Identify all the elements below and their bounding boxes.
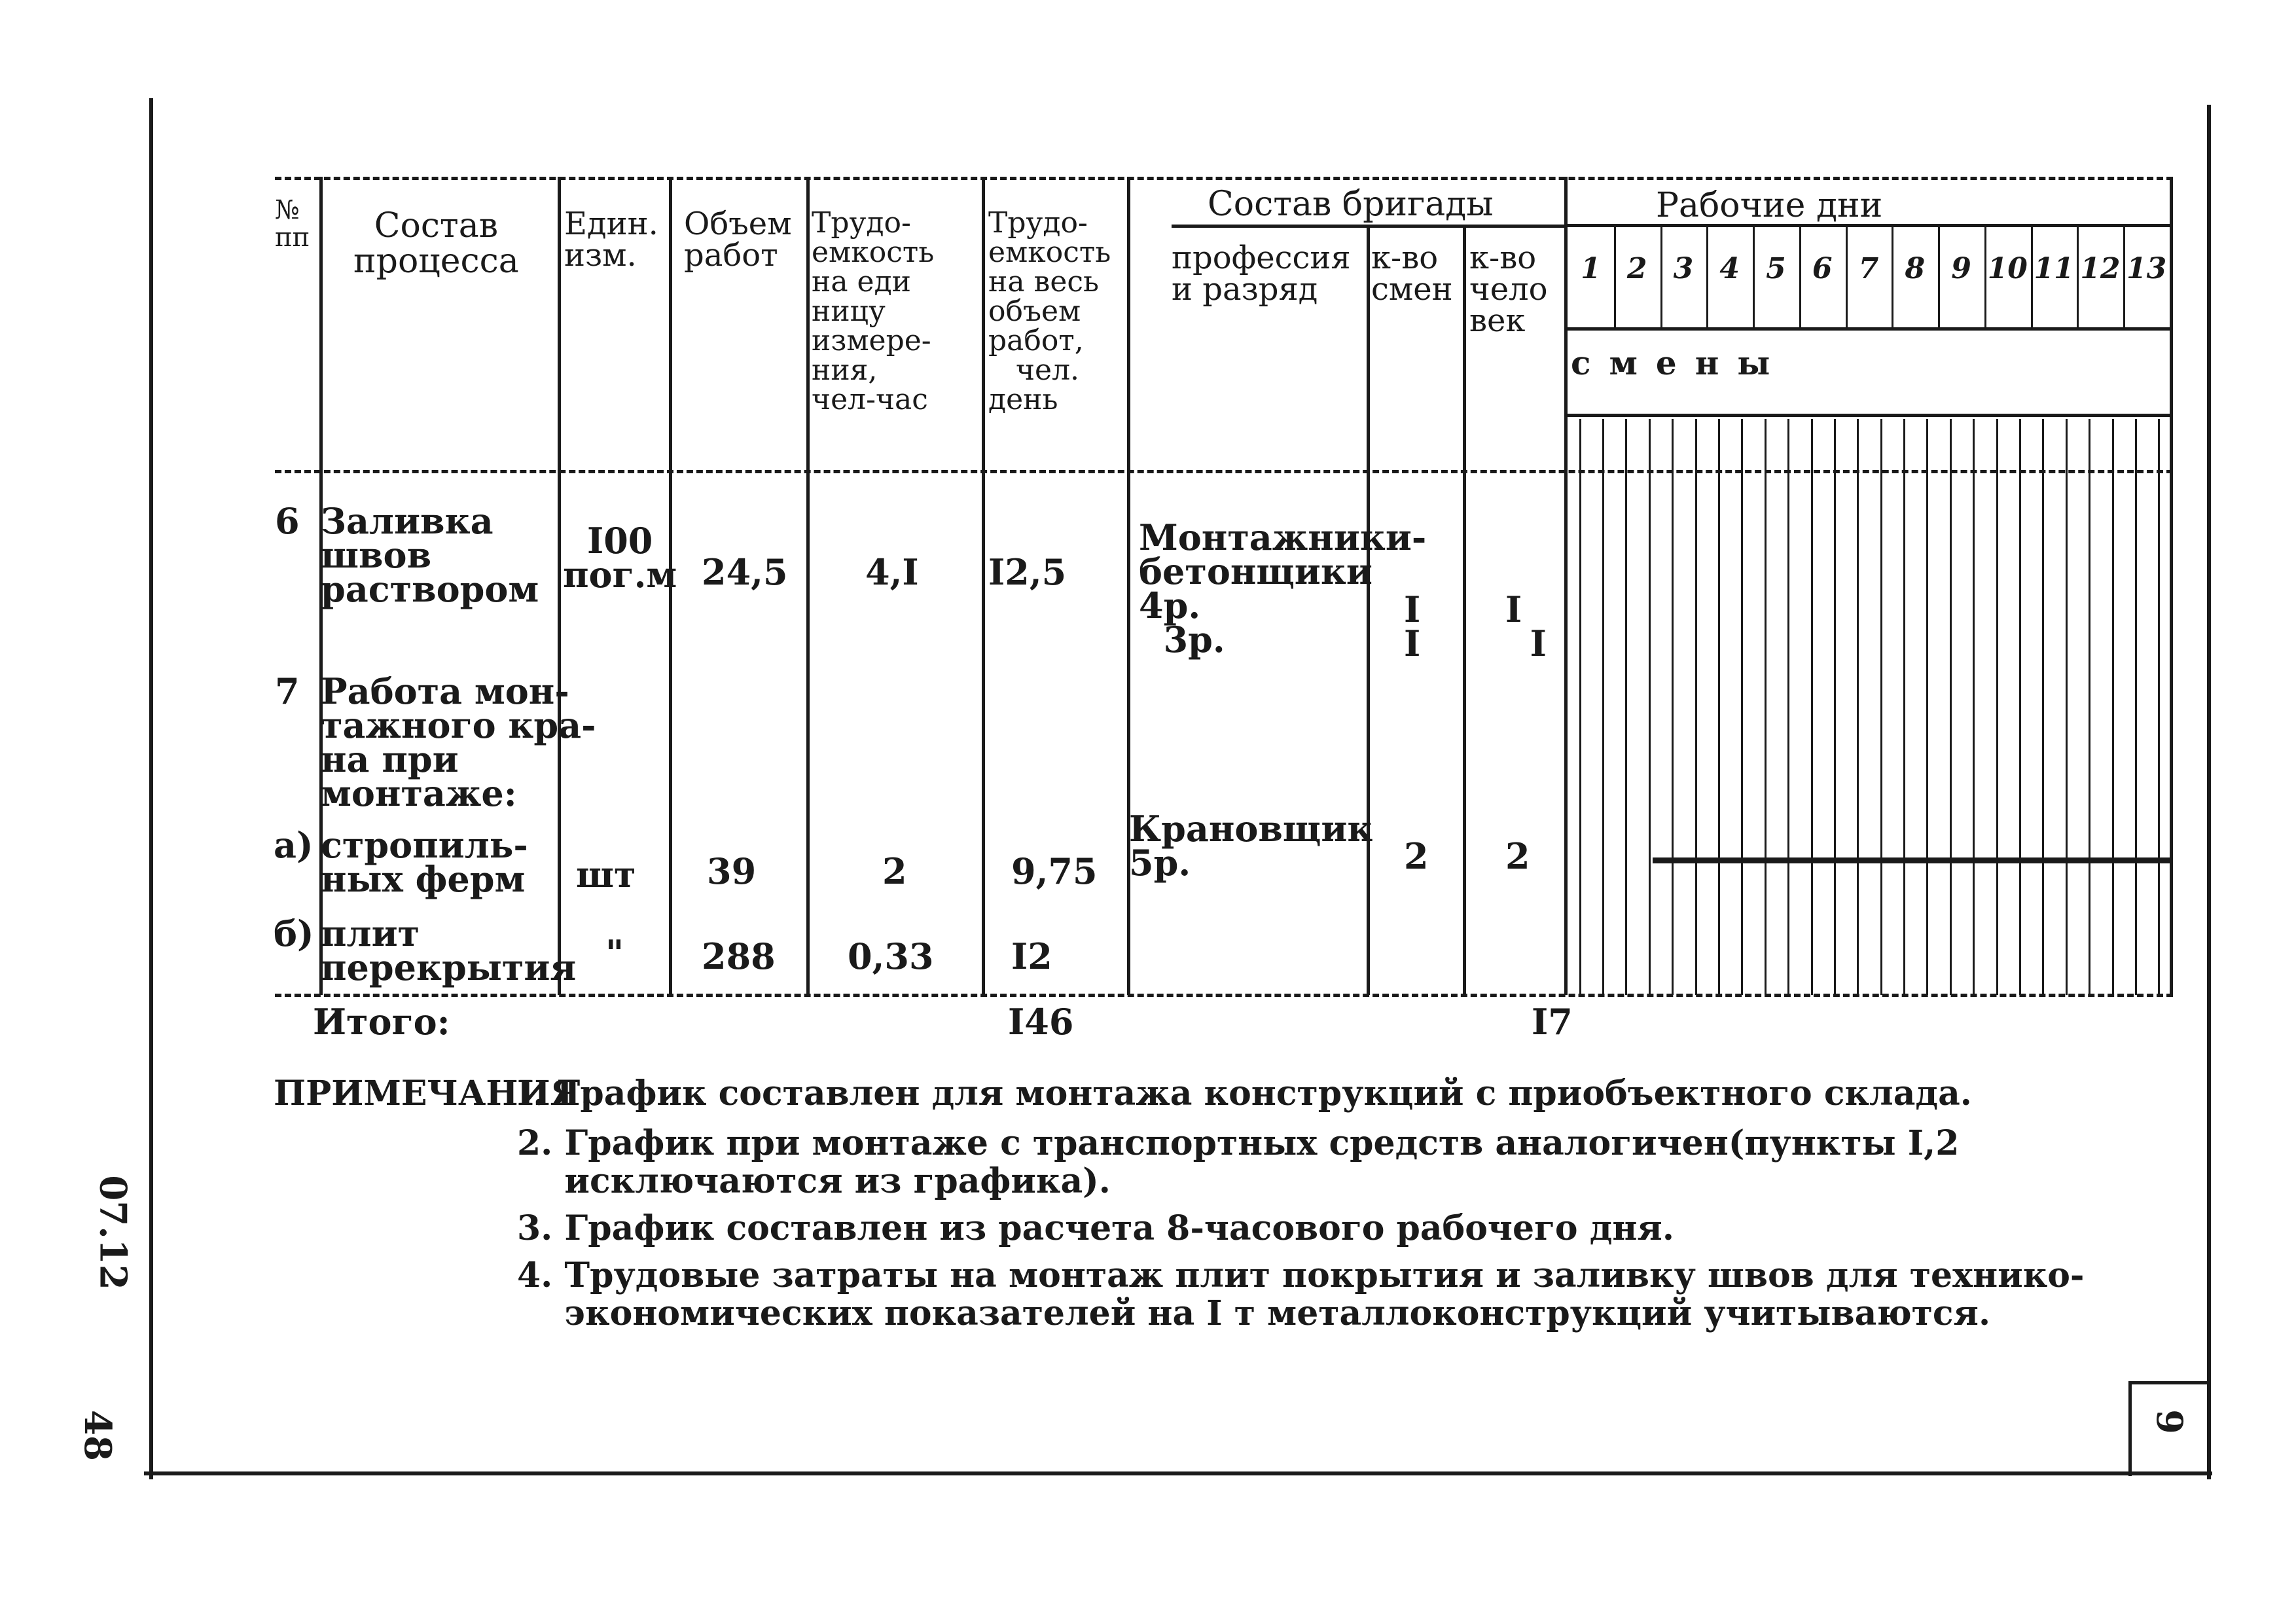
row6-labor-total: I2,5 xyxy=(988,551,1067,593)
header-labor-total: Трудо- емкость на весь объем работ, чел. день xyxy=(988,206,1111,416)
row7-num: 7 xyxy=(275,670,300,712)
day-label: 12 xyxy=(2080,252,2121,285)
day-label: 11 xyxy=(2034,252,2074,285)
note-3: 3. График составлен из расчета 8-часового рабочего дня. xyxy=(517,1208,1674,1248)
crane-schedule-bar xyxy=(1653,857,2170,863)
day-label: 9 xyxy=(1951,252,1971,285)
row6-shifts: I I xyxy=(1404,588,1421,664)
shift-grid-line xyxy=(1973,419,1975,995)
day-boundary-line xyxy=(1984,224,1986,329)
row7a-unit: шт xyxy=(576,854,636,895)
shift-grid-line xyxy=(1811,419,1813,995)
header-volume: Объем работ xyxy=(684,206,792,274)
day-boundary-line xyxy=(1892,224,1893,329)
shift-grid-line xyxy=(1834,419,1836,995)
day-boundary-line xyxy=(2031,224,2033,329)
day-boundary-line xyxy=(2077,224,2079,329)
shift-grid-line xyxy=(1718,419,1720,995)
row7-process: Работа мон- тажного кра- на при монтаже: xyxy=(321,670,596,814)
row7a-shifts: 2 xyxy=(1404,835,1429,877)
shift-grid-line xyxy=(2019,419,2021,995)
shift-grid-line xyxy=(2135,419,2137,995)
table-right-line xyxy=(2170,177,2173,995)
day-label: 5 xyxy=(1766,252,1786,285)
row7a-people: 2 xyxy=(1505,835,1530,877)
shift-grid-line xyxy=(2089,419,2090,995)
frame-left-border xyxy=(149,98,153,1479)
shift-grid-line xyxy=(1649,419,1651,995)
totals-people: I7 xyxy=(1532,1001,1573,1043)
row7a-profession: Крановщик 5р. xyxy=(1129,808,1373,884)
row7a-volume: 39 xyxy=(707,850,757,892)
shift-grid-line xyxy=(1741,419,1743,995)
header-num: № пп xyxy=(275,195,310,253)
margin-code: 07.12 xyxy=(91,1175,135,1290)
note-1: I. График составлен для монтажа конструкций с приобъектного склада. xyxy=(517,1074,1972,1113)
shift-grid-line xyxy=(1765,419,1767,995)
row7b-process: плит перекрытия xyxy=(321,912,577,988)
day-label: 4 xyxy=(1719,252,1740,285)
row6-unit: I00 пог.м xyxy=(563,520,677,596)
row7a-labor-unit: 2 xyxy=(882,850,907,892)
shift-grid-line xyxy=(2042,419,2044,995)
col-divider-shifts xyxy=(1463,226,1466,995)
frame-bottom-border xyxy=(144,1471,2212,1475)
header-shifts-count: к-во смен xyxy=(1371,240,1453,308)
day-boundary-line xyxy=(1614,224,1616,329)
frame-right-border xyxy=(2207,105,2211,1479)
day-label: 2 xyxy=(1626,252,1647,285)
col-divider-people xyxy=(1564,177,1568,995)
row7b-num: б) xyxy=(274,912,314,954)
shift-grid-line xyxy=(1857,419,1859,995)
header-shifts-label: смены xyxy=(1571,344,1789,382)
shifts-row-top xyxy=(1568,327,2173,331)
header-brigade: Состав бригады xyxy=(1208,185,1494,224)
shift-grid-line xyxy=(1695,419,1697,995)
day-boundary-line xyxy=(1938,224,1940,329)
day-label: 10 xyxy=(1987,252,2028,285)
row6-people: I I xyxy=(1505,588,1547,664)
row6-process: Заливка швов раствором xyxy=(321,500,539,610)
row7b-unit: " xyxy=(605,932,624,974)
margin-page: 48 xyxy=(75,1410,119,1461)
shift-grid-line xyxy=(1625,419,1627,995)
header-labor-unit: Трудо- емкость на еди ницу измере- ния, чел-час xyxy=(812,206,935,416)
row6-profession: Монтажники- бетонщики 4р. 3р. xyxy=(1139,516,1427,660)
header-profession: профессия и разряд xyxy=(1172,240,1351,308)
day-boundary-line xyxy=(1706,224,1708,329)
header-work-days: Рабочие дни xyxy=(1656,186,1883,225)
col-divider-volume xyxy=(806,177,810,995)
day-label: 1 xyxy=(1581,252,1601,285)
row7a-process: стропиль- ных ферм xyxy=(321,824,528,900)
note-2: 2. График при монтаже с транспортных средств аналогичен(пункты I,2 исключаются из графика). xyxy=(517,1123,1960,1201)
row7a-labor-total: 9,75 xyxy=(1011,850,1098,892)
shifts-row-bottom xyxy=(1568,414,2173,417)
header-unit: Един. изм. xyxy=(564,206,658,274)
notes-heading: ПРИМЕЧАНИЯ: xyxy=(274,1074,593,1113)
row7b-labor-total: I2 xyxy=(1011,935,1052,977)
col-divider-labor-unit xyxy=(982,177,985,995)
row7b-labor-unit: 0,33 xyxy=(848,935,934,977)
day-boundary-line xyxy=(2123,224,2125,329)
shift-grid-line xyxy=(1787,419,1789,995)
sheet-number: 9 xyxy=(2149,1409,2191,1434)
row6-num: 6 xyxy=(275,500,300,542)
row7a-num: а) xyxy=(274,824,314,866)
shift-grid-line xyxy=(1602,419,1604,995)
day-boundary-line xyxy=(1660,224,1662,329)
totals-labor: I46 xyxy=(1008,1001,1074,1043)
row7b-volume: 288 xyxy=(702,935,776,977)
shift-grid-line xyxy=(1950,419,1952,995)
day-label: 3 xyxy=(1673,252,1694,285)
note-4: 4. Трудовые затраты на монтаж плит покрытия и заливку швов для технико- экономических показателей на I т металлоконструкций учитываются. xyxy=(517,1255,2085,1333)
day-boundary-line xyxy=(1846,224,1848,329)
shift-grid-line xyxy=(2066,419,2068,995)
shift-grid-line xyxy=(1579,419,1581,995)
shift-grid-line xyxy=(1672,419,1674,995)
day-boundary-line xyxy=(1753,224,1755,329)
day-label: 7 xyxy=(1858,252,1879,285)
shift-grid-line xyxy=(2158,419,2160,995)
shift-grid-line xyxy=(1926,419,1928,995)
col-divider-process xyxy=(558,177,561,995)
header-process: Состав процесса xyxy=(353,206,519,281)
day-label: 8 xyxy=(1905,252,1926,285)
shift-grid-line xyxy=(1903,419,1905,995)
day-label: 13 xyxy=(2126,252,2167,285)
totals-label: Итого: xyxy=(313,1001,450,1043)
shift-grid-line xyxy=(1996,419,1998,995)
header-people-count: к-во чело век xyxy=(1469,240,1548,339)
day-boundary-line xyxy=(1799,224,1801,329)
shift-grid-line xyxy=(2112,419,2114,995)
day-label: 6 xyxy=(1812,252,1833,285)
row6-labor-unit: 4,I xyxy=(865,551,919,593)
shift-grid-line xyxy=(1880,419,1882,995)
row6-volume: 24,5 xyxy=(702,551,788,593)
